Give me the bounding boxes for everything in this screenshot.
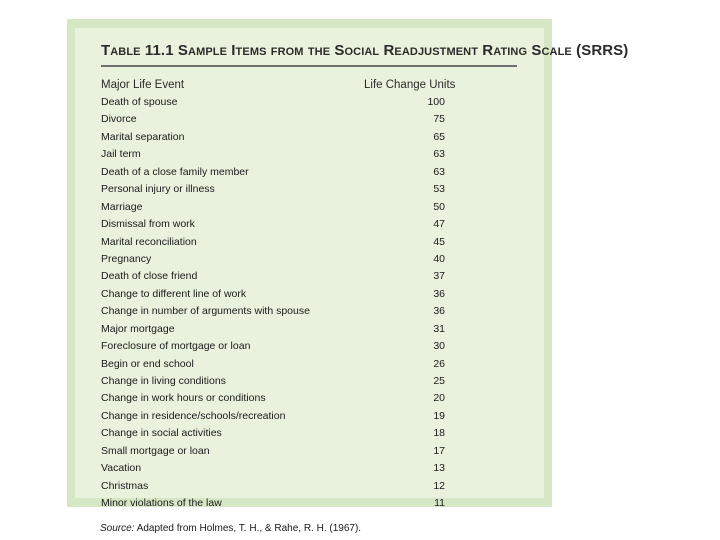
- units-cell: 36: [433, 305, 445, 318]
- event-cell: Death of spouse: [101, 96, 178, 108]
- event-cell: Marital separation: [101, 130, 185, 143]
- event-cell: Marital reconciliation: [101, 235, 197, 248]
- table-row: [101, 321, 521, 338]
- event-cell: Change in residence/schools/recreation: [101, 409, 286, 422]
- table-row: [101, 390, 521, 407]
- table-row: [101, 251, 521, 268]
- event-cell: Minor violations of the law: [101, 497, 222, 510]
- units-cell: 18: [433, 427, 445, 440]
- units-cell: 50: [433, 200, 445, 213]
- table-row: [101, 443, 521, 460]
- table-body: [75, 28, 629, 510]
- table-row: [101, 164, 521, 181]
- units-cell: 37: [433, 270, 445, 283]
- units-cell: 36: [433, 287, 445, 300]
- event-cell: Foreclosure of mortgage or loan: [101, 340, 251, 353]
- source-text: Adapted from Holmes, T. H., & Rahe, R. H. (1967).: [136, 523, 362, 534]
- event-cell: Dismissal from work: [101, 218, 195, 231]
- table-row: [101, 268, 521, 285]
- table-rows: [101, 94, 521, 513]
- column-header-event: Major Life Event: [101, 79, 185, 91]
- title-rule: [101, 65, 517, 67]
- event-cell: Pregnancy: [101, 252, 152, 265]
- units-cell: 12: [433, 479, 445, 492]
- table-row: [101, 338, 521, 355]
- units-cell: 75: [433, 113, 445, 126]
- table-label: Table 11.1: [101, 42, 174, 59]
- units-cell: 13: [433, 462, 445, 475]
- table-row: [101, 111, 521, 128]
- units-cell: 31: [433, 322, 445, 335]
- units-cell: 25: [433, 375, 445, 387]
- table-row: [101, 199, 521, 216]
- event-cell: Change in work hours or conditions: [101, 392, 266, 405]
- source-label: Source:: [100, 523, 135, 534]
- table-row: [101, 460, 521, 477]
- table-row: [101, 129, 521, 146]
- source-note: [100, 523, 361, 534]
- event-cell: Vacation: [101, 462, 142, 475]
- column-header-units: Life Change Units: [364, 79, 456, 91]
- event-cell: Death of close friend: [101, 270, 198, 283]
- units-cell: 100: [427, 96, 445, 108]
- units-cell: 40: [433, 252, 445, 265]
- table-row: [101, 286, 521, 303]
- table-row: [101, 373, 521, 390]
- table-row: [101, 216, 521, 233]
- event-cell: Change in number of arguments with spouse: [101, 305, 310, 318]
- table-row: [101, 425, 521, 442]
- units-cell: 53: [433, 183, 445, 196]
- units-cell: 47: [433, 218, 445, 231]
- units-cell: 63: [433, 148, 445, 161]
- units-cell: 11: [434, 497, 445, 510]
- event-cell: Christmas: [101, 479, 149, 492]
- event-cell: Change in social activities: [101, 427, 222, 440]
- table-row: [101, 495, 521, 512]
- event-cell: Death of a close family member: [101, 165, 249, 178]
- event-cell: Jail term: [101, 148, 141, 161]
- event-cell: Personal injury or illness: [101, 183, 215, 196]
- event-cell: Change in living conditions: [101, 375, 226, 387]
- units-cell: 20: [433, 392, 445, 405]
- event-cell: Major mortgage: [101, 322, 175, 335]
- table-row: [101, 181, 521, 198]
- event-cell: Marriage: [101, 200, 143, 213]
- table-panel: [67, 19, 629, 510]
- table-title: [101, 42, 628, 59]
- event-cell: Divorce: [101, 113, 137, 126]
- units-cell: 65: [433, 130, 445, 143]
- table-row: [101, 94, 521, 111]
- units-cell: 17: [433, 444, 445, 457]
- units-cell: 26: [433, 357, 445, 370]
- table-row: [101, 408, 521, 425]
- units-cell: 30: [433, 340, 445, 353]
- units-cell: 19: [433, 409, 445, 422]
- table-row: [101, 234, 521, 251]
- units-cell: 63: [433, 165, 445, 178]
- table-row: [101, 146, 521, 163]
- table-title-text: Sample Items from the Social Readjustment Rating Scale (SRRS): [177, 42, 629, 59]
- event-cell: Change to different line of work: [101, 287, 247, 300]
- units-cell: 45: [433, 235, 445, 248]
- event-cell: Begin or end school: [101, 357, 194, 370]
- table-row: [101, 478, 521, 495]
- event-cell: Small mortgage or loan: [101, 444, 210, 457]
- table-row: [101, 303, 521, 320]
- table-row: [101, 356, 521, 373]
